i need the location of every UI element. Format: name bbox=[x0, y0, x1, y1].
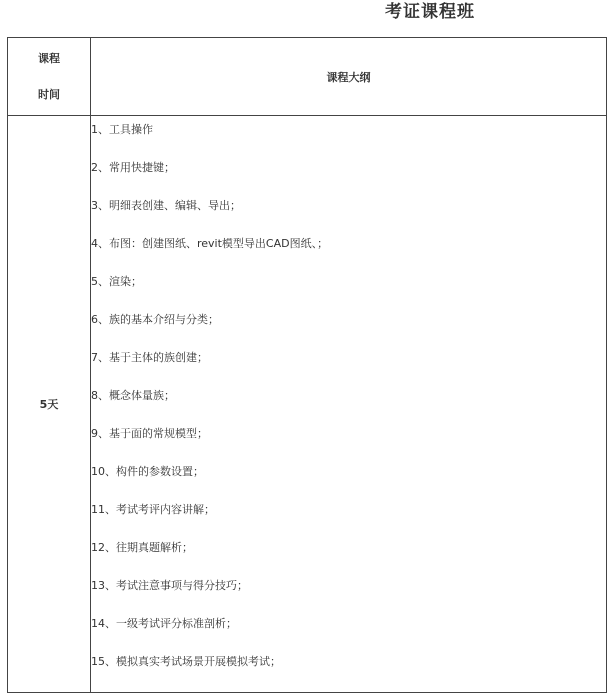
outline-item: 6、族的基本介绍与分类； bbox=[91, 313, 219, 326]
table-header-row bbox=[8, 38, 607, 116]
outline-item: 10、构件的参数设置； bbox=[91, 465, 204, 478]
header-time-line1: 课程 bbox=[38, 51, 60, 65]
duration-cell: 5天 bbox=[8, 116, 91, 693]
outline-item: 2、常用快捷键； bbox=[91, 161, 175, 174]
outline-cell bbox=[91, 116, 607, 693]
outline-item: 1、工具操作 bbox=[91, 123, 153, 136]
outline-item: 8、概念体量族； bbox=[91, 389, 175, 402]
outline-item: 13、考试注意事项与得分技巧； bbox=[91, 579, 248, 592]
header-time-cell bbox=[8, 38, 91, 116]
header-outline-cell: 课程大纲 bbox=[91, 38, 607, 116]
table-row bbox=[8, 116, 607, 693]
outline-item: 14、一级考试评分标准剖析； bbox=[91, 617, 237, 630]
outline-item: 4、布图：创建图纸、revit模型导出CAD图纸、； bbox=[91, 237, 329, 250]
outline-item: 5、渲染； bbox=[91, 275, 142, 288]
outline-list bbox=[91, 116, 606, 692]
outline-item: 9、基于面的常规模型； bbox=[91, 427, 208, 440]
outline-item: 7、基于主体的族创建； bbox=[91, 351, 208, 364]
header-time-line2: 时间 bbox=[38, 87, 60, 101]
outline-item: 15、模拟真实考试场景开展模拟考试； bbox=[91, 655, 281, 668]
outline-item: 11、考试考评内容讲解； bbox=[91, 503, 215, 516]
page-title: 考证课程班 bbox=[385, 2, 475, 22]
outline-item: 12、往期真题解析； bbox=[91, 541, 193, 554]
outline-item: 3、明细表创建、编辑、导出； bbox=[91, 199, 241, 212]
course-table bbox=[7, 37, 607, 693]
